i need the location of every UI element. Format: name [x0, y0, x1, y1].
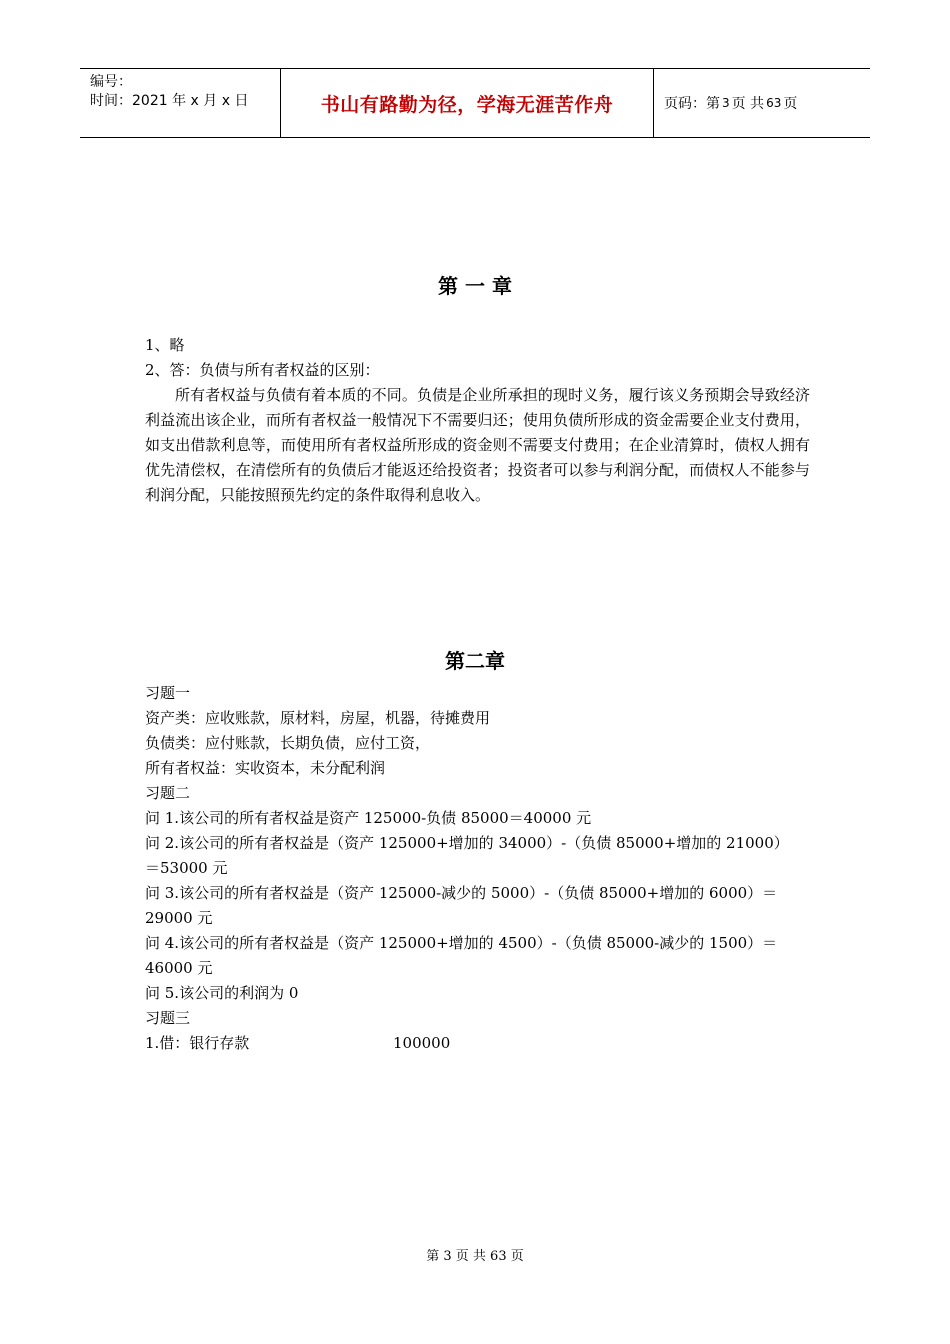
chapter2-line: 所有者权益：实收资本，未分配利润 — [145, 759, 386, 777]
journal-entry-label: 1.借：银行存款 — [145, 1034, 250, 1052]
chapter2-line: 习题二 — [145, 784, 191, 802]
header-page-info — [654, 69, 870, 137]
chapter1-body — [145, 333, 810, 508]
journal-entry-amount: 100000 — [393, 1034, 451, 1052]
chapter2-line: 问 2.该公司的所有者权益是（资产 125000+增加的 34000）-（负债 85000+增加的 21000） — [145, 834, 789, 852]
page-footer: 第 3 页 共 63 页 — [426, 1249, 524, 1264]
page-current: 3 — [722, 96, 730, 110]
chapter1-title: 第 一 章 — [438, 274, 512, 298]
chapter2-line: 问 1.该公司的所有者权益是资产 125000-负债 85000＝40000 元 — [145, 809, 592, 827]
chapter2-line: 46000 元 — [145, 959, 213, 977]
page-header — [80, 68, 870, 138]
chapter2-line: 负债类：应付账款，长期负债，应付工资， — [145, 734, 431, 752]
chapter2-line: ＝53000 元 — [145, 859, 228, 877]
chapter2-title: 第二章 — [445, 649, 505, 673]
chapter2-line: 问 4.该公司的所有者权益是（资产 125000+增加的 4500）-（负债 85000-减少的 1500）＝ — [145, 934, 778, 952]
chapter2-line: 资产类：应收账款，原材料，房屋，机器，待摊费用 — [145, 709, 491, 727]
chapter2-line: 习题一 — [145, 684, 191, 702]
document-number-label: 编号： — [90, 74, 132, 90]
header-motto: 书山有路勤为径，学海无涯苦作舟 — [320, 93, 614, 116]
chapter2-body — [145, 681, 810, 1056]
page-prefix: 页码：第 — [664, 96, 720, 112]
chapter2-line: 29000 元 — [145, 909, 213, 927]
chapter2-line: 习题三 — [145, 1009, 191, 1027]
header-motto-cell — [280, 69, 654, 137]
document-time-label: 时间：2021 年 x 月 x 日 — [90, 93, 249, 109]
page-mid: 页 共 — [731, 96, 765, 112]
chapter1-paragraph: 所有者权益与负债有着本质的不同。负债是企业所承担的现时义务，履行该义务预期会导致经济利益流出该企业，而所有者权益一般情况下不需要归还；使用负债所形成的资金需要企业支付费用，如支出借款利息等，而使用所有者权益所形成的资金则不需要支付费用；在企业清算时，债权人拥有优先清偿权，在清偿所有的负债后才能返还给投资者；投资者可以参与利润分配，而债权人不能参与利润分配，只能按照预先约定的条件取得利息收入。 — [145, 386, 810, 504]
chapter1-item-1: 1、略 — [145, 336, 185, 354]
chapter2-line: 问 5.该公司的利润为 0 — [145, 984, 299, 1002]
chapter2-line: 问 3.该公司的所有者权益是（资产 125000-减少的 5000）-（负债 85000+增加的 6000）＝ — [145, 884, 778, 902]
chapter1-item-2: 2、答：负债与所有者权益的区别： — [145, 361, 380, 379]
header-meta — [80, 69, 280, 137]
page-suffix: 页 — [783, 96, 798, 112]
page-total: 63 — [766, 96, 782, 110]
journal-entry — [145, 1031, 810, 1056]
